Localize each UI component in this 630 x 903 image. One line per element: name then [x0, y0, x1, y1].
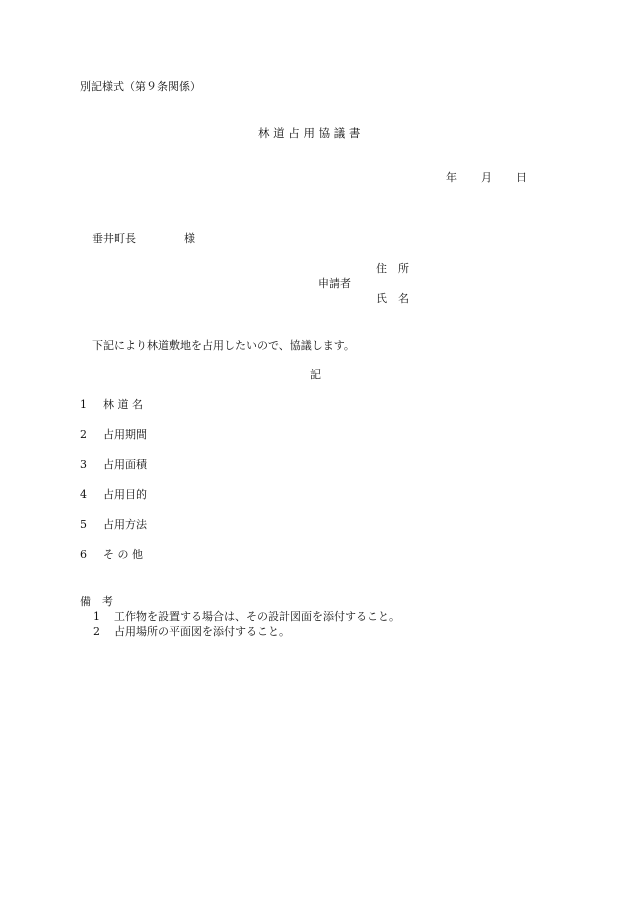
applicant-label: 申請者 [318, 277, 351, 290]
addressee-name: 垂井町長 [92, 232, 136, 245]
item-number: 3 [80, 458, 87, 471]
ki-heading: 記 [310, 368, 321, 381]
form-reference: 別記様式（第９条関係） [80, 80, 201, 93]
applicant-name-label: 氏 名 [376, 292, 409, 305]
item-label: そ の 他 [103, 548, 143, 561]
notes-heading: 備 考 [80, 595, 113, 608]
item-number: 5 [80, 518, 87, 531]
list-item [80, 549, 143, 560]
date-month-label: 月 [481, 171, 492, 184]
date-day-label: 日 [516, 171, 527, 184]
note-item [93, 611, 400, 622]
list-item [80, 519, 147, 530]
note-text: 占用場所の平面図を添付すること。 [114, 625, 290, 638]
item-number: 1 [80, 398, 87, 411]
note-number: 2 [93, 625, 100, 638]
applicant-address-label: 住 所 [376, 262, 409, 275]
list-item [80, 429, 147, 440]
date-year-label: 年 [446, 171, 457, 184]
note-number: 1 [93, 610, 100, 623]
note-item [93, 626, 290, 637]
document-title: 林 道 占 用 協 議 書 [258, 126, 361, 140]
item-number: 4 [80, 488, 87, 501]
item-label: 占用目的 [103, 488, 147, 501]
item-label: 占用方法 [103, 518, 147, 531]
list-item [80, 489, 147, 500]
item-number: 6 [80, 548, 87, 561]
item-label: 占用期間 [103, 428, 147, 441]
list-item [80, 459, 147, 470]
intro-text: 下記により林道敷地を占用したいので、協議します。 [92, 339, 355, 352]
item-number: 2 [80, 428, 87, 441]
list-item [80, 399, 143, 410]
note-text: 工作物を設置する場合は、その設計図面を添付すること。 [114, 610, 400, 623]
item-label: 林 道 名 [103, 398, 143, 411]
item-label: 占用面積 [103, 458, 147, 471]
addressee-honorific: 様 [184, 232, 195, 245]
